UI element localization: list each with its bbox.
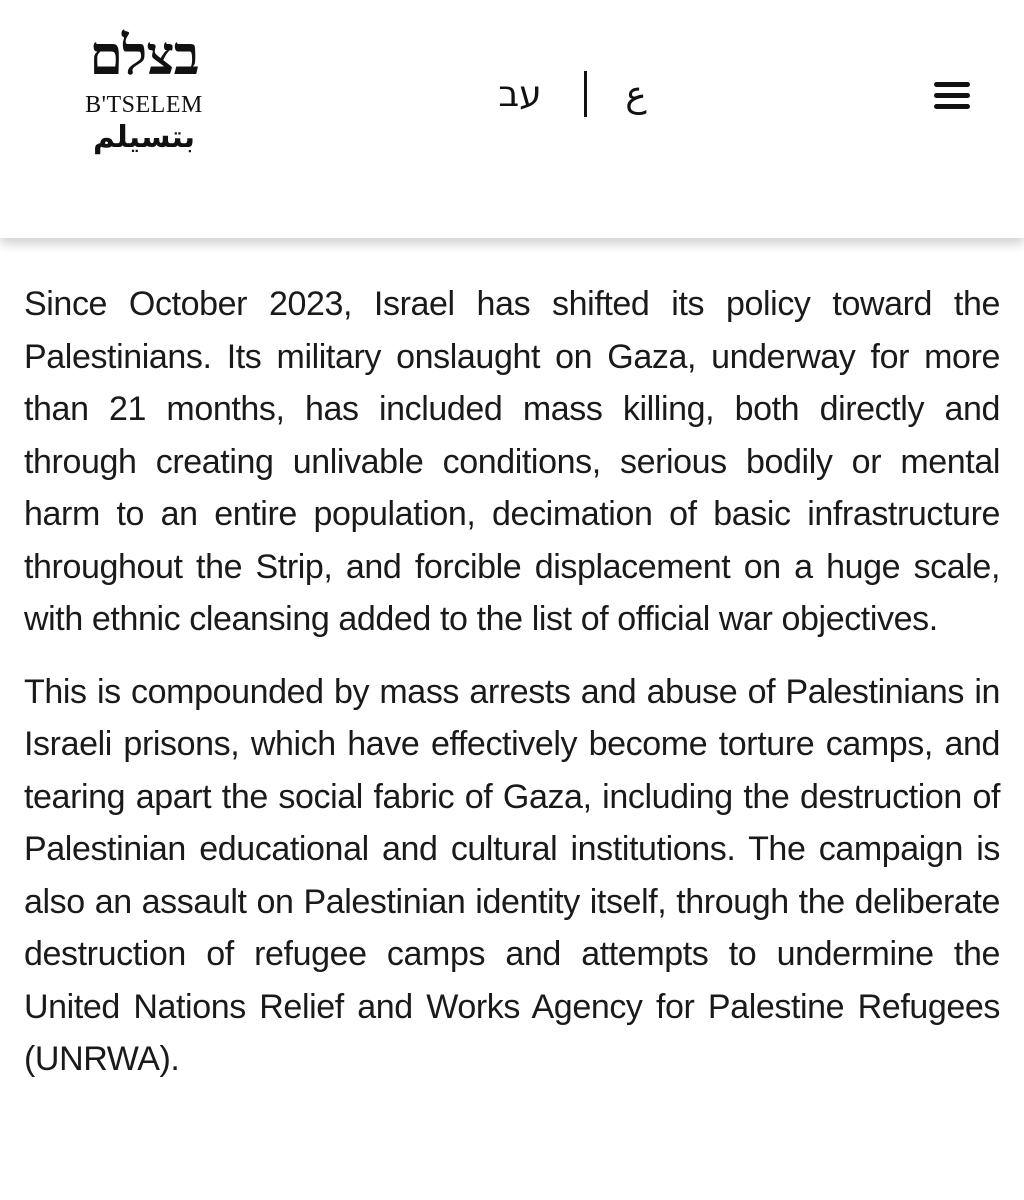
hamburger-menu-icon[interactable] (928, 78, 976, 112)
article-paragraph-2: This is compounded by mass arrests and abuse of Palestinians in Israeli prisons, which have effectively become torture camps, and tearing apart the social fabric of Gaza, including the destruction of Palestinian educational and cultural institutions. The campaign is also an assault on Palestinian identity itself, through the deliberate destruction of refugee camps and attempts to undermine the United Nations Relief and Works Agency for Palestine Refugees (UNRWA). (24, 672, 1000, 1078)
menu-bar-middle (934, 93, 970, 98)
menu-bar-bottom (934, 104, 970, 109)
article-paragraph-1: Since October 2023, Israel has shifted its policy toward the Palestinians. Its military onslaught on Gaza, underway for more than 21 months, has included mass killing, both directly and through creating unlivable conditions, serious bodily or mental harm to an entire population, decimation of basic infrastructure throughout the Strip, and forcible displacement on a huge scale, with ethnic cleansing added to the list of official war objectives. (24, 285, 1000, 638)
language-hebrew-link[interactable]: עב (498, 73, 542, 115)
language-separator (584, 71, 587, 117)
btselem-logo[interactable] (66, 24, 222, 174)
logo-arabic-text: بتسيلم (92, 120, 196, 155)
article-body (24, 278, 1000, 1106)
site-header (0, 0, 1024, 238)
language-switcher (480, 66, 661, 122)
language-arabic-link[interactable]: ع (625, 73, 647, 115)
logo-hebrew-text: בצלם (89, 23, 199, 87)
logo-latin-text: B'TSELEM (85, 92, 203, 118)
menu-bar-top (934, 82, 970, 87)
